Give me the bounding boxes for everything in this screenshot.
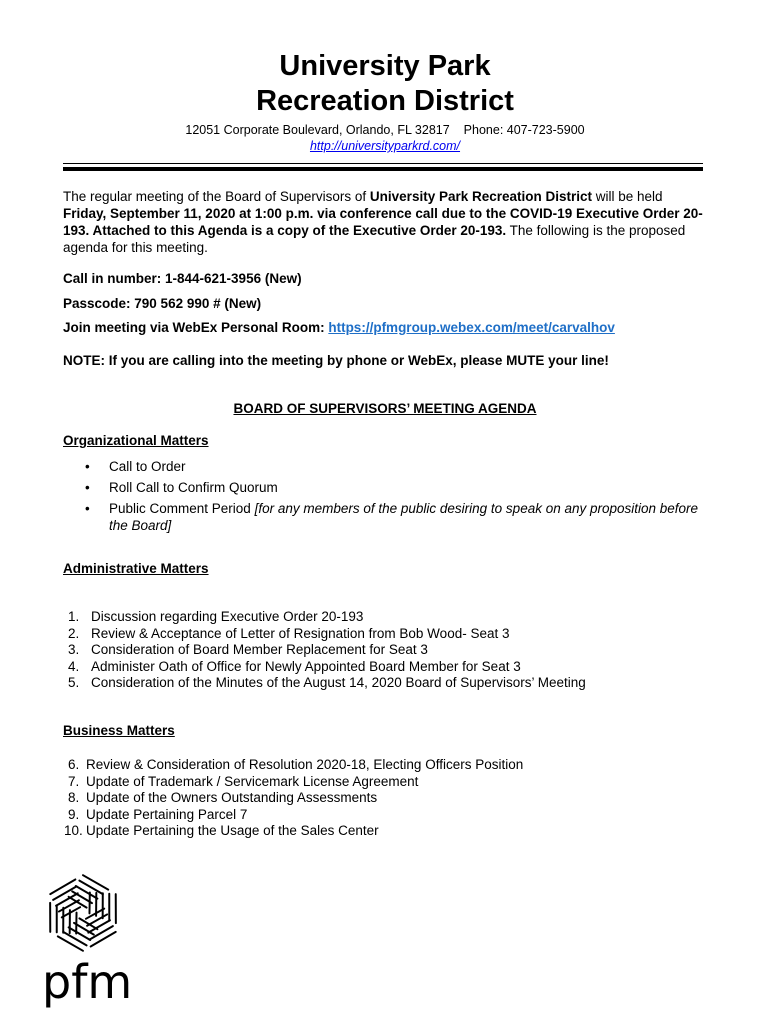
item-text: Update Pertaining the Usage of the Sales Center	[86, 823, 379, 838]
item-text: Roll Call to Confirm Quorum	[109, 480, 278, 495]
address: 12051 Corporate Boulevard, Orlando, FL 32817	[185, 123, 450, 137]
list-item	[63, 500, 713, 534]
item-italic-note: [for any members of the public desiring to speak on any proposition before the Board]	[109, 501, 699, 533]
section-heading-administrative: Administrative Matters	[63, 561, 209, 576]
intro-text-2: will be held	[592, 189, 663, 204]
item-number: 9.	[68, 806, 80, 822]
intro-paragraph	[63, 188, 703, 256]
section-heading-organizational: Organizational Matters	[63, 433, 209, 448]
address-line	[0, 123, 770, 137]
phone: Phone: 407-723-5900	[463, 123, 585, 137]
item-number: 1.	[68, 609, 80, 624]
intro-meeting-details: Friday, September 11, 2020 at 1:00 p.m. via conference call due to the COVID-19 Executive Order 20-193. Attached to this Agenda is a copy of the Executive Order 20-193.	[63, 206, 703, 238]
website-link[interactable]: http://universityparkrd.com/	[309, 139, 461, 153]
intro-text-3: The following is the proposed agenda for this meeting.	[63, 223, 686, 255]
item-text: Update of Trademark / Servicemark License Agreement	[86, 773, 419, 789]
call-in-number: Call in number: 1-844-621-3956 (New)	[63, 271, 302, 286]
list-item	[63, 458, 713, 475]
passcode: Passcode: 790 562 990 # (New)	[63, 296, 262, 311]
item-text: Call to Order	[109, 459, 186, 474]
item-text: Update Pertaining Parcel 7	[86, 806, 248, 822]
intro-district-name: University Park Recreation District	[369, 189, 593, 204]
business-list	[64, 757, 524, 840]
pfm-logo-icon	[38, 868, 128, 958]
organizational-list	[63, 458, 713, 538]
pfm-logo-text: pfm	[42, 955, 133, 1009]
item-number: 8.	[68, 790, 80, 805]
section-heading-business: Business Matters	[63, 723, 175, 738]
webex-line	[63, 319, 615, 336]
list-item	[68, 659, 586, 676]
webex-link[interactable]: https://pfmgroup.webex.com/meet/carvalhov	[328, 320, 615, 335]
list-item	[68, 774, 523, 791]
item-number: 3.	[68, 642, 80, 657]
list-item	[68, 675, 586, 692]
item-number: 4.	[68, 658, 80, 674]
item-number: 6.	[68, 757, 80, 772]
list-item	[63, 479, 713, 496]
item-text: Consideration of Board Member Replacement for Seat 3	[91, 642, 428, 657]
district-name-line2: Recreation District	[256, 85, 514, 117]
item-text: Public Comment Period	[109, 501, 255, 516]
item-number: 5.	[68, 675, 80, 690]
item-text: Consideration of the Minutes of the August 14, 2020 Board of Supervisors’ Meeting	[91, 675, 586, 690]
header-rule-thick	[63, 167, 703, 171]
item-text: Review & Acceptance of Letter of Resignation from Bob Wood- Seat 3	[91, 625, 510, 641]
item-text: Review & Consideration of Resolution 2020-18, Electing Officers Position	[86, 757, 524, 772]
administrative-list	[68, 609, 586, 692]
list-item	[68, 757, 523, 774]
list-item	[68, 790, 523, 807]
webex-label: Join meeting via WebEx Personal Room:	[63, 320, 329, 335]
header-rule-thin	[63, 163, 703, 164]
mute-note: NOTE: If you are calling into the meeting by phone or WebEx, please MUTE your line!	[63, 353, 609, 368]
item-text: Discussion regarding Executive Order 20-193	[91, 609, 364, 624]
item-number: 7.	[68, 773, 80, 789]
item-text: Administer Oath of Office for Newly Appointed Board Member for Seat 3	[91, 658, 521, 674]
intro-text: The regular meeting of the Board of Supervisors of	[63, 189, 370, 204]
list-item	[68, 807, 523, 824]
agenda-title: BOARD OF SUPERVISORS’ MEETING AGENDA	[233, 401, 537, 416]
list-item	[68, 609, 586, 626]
list-item	[68, 626, 586, 643]
item-number: 10.	[64, 823, 83, 838]
item-number: 2.	[68, 625, 80, 641]
list-item	[64, 823, 523, 840]
list-item	[68, 642, 586, 659]
district-name-line1: University Park	[279, 50, 491, 82]
item-text: Update of the Owners Outstanding Assessments	[86, 790, 378, 805]
